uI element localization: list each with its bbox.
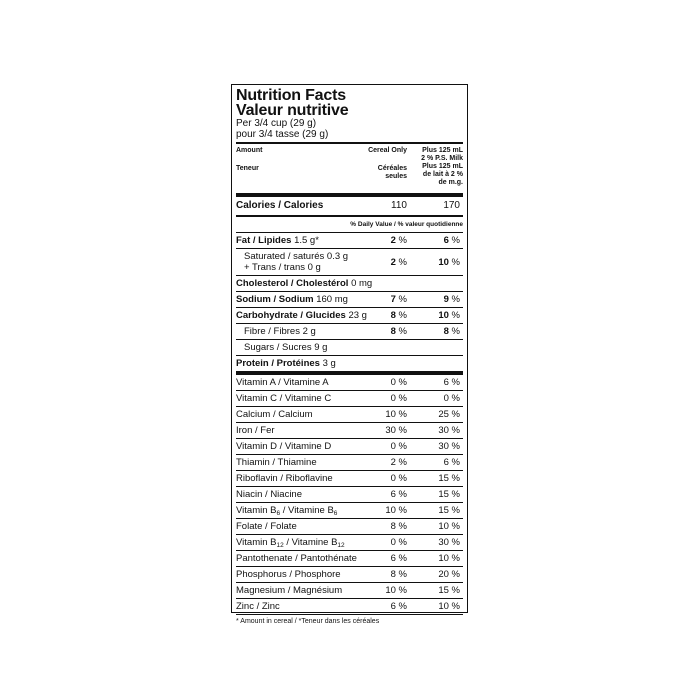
nutrient-dv-milk: 6 — [443, 235, 449, 246]
vitamin-row — [236, 471, 463, 487]
amount-label: Amount — [236, 147, 263, 154]
vitamin-name: Vitamin C / Vitamine C — [236, 393, 332, 404]
vitamin-dv-milk: 15 % — [438, 473, 460, 484]
vitamin-dv-milk: 20 % — [438, 569, 460, 580]
vitamin-dv-milk: 15 % — [438, 585, 460, 596]
nutrient-name: Fat / Lipides — [236, 235, 292, 246]
vitamin-row — [236, 567, 463, 583]
vitamin-row — [236, 535, 463, 551]
nutrient-row-protein — [236, 356, 463, 371]
col1-header-line2: Céréales — [377, 165, 407, 172]
title-french: Valeur nutritive — [236, 102, 349, 119]
vitamin-dv-cereal: 8 % — [390, 521, 407, 532]
nutrient-name: Cholesterol / Cholestérol — [236, 278, 349, 289]
vitamin-name: Folate / Folate — [236, 521, 297, 532]
calories-label: Calories / Calories — [236, 200, 324, 211]
vitamin-row — [236, 423, 463, 439]
nutrient-name: Sugars / Sucres 9 g — [244, 342, 328, 353]
column-header — [236, 146, 463, 193]
vitamin-row — [236, 391, 463, 407]
vitamin-dv-milk: 30 % — [438, 425, 460, 436]
vitamin-dv-milk: 6 % — [443, 457, 460, 468]
vitamin-row — [236, 439, 463, 455]
vitamin-name: Vitamin $B_{12}$ / Vitamine $B_{12}$ — [236, 537, 345, 549]
vitamin-name: Calcium / Calcium — [236, 409, 313, 420]
vitamin-name: Thiamin / Thiamine — [236, 457, 317, 468]
footnote: * Amount in cereal / *Teneur dans les céréales — [236, 618, 380, 625]
nutrient-amount: 23 g — [345, 310, 367, 321]
vitamin-dv-cereal: 2 % — [390, 457, 407, 468]
nutrient-name: Carbohydrate / Glucides — [236, 310, 346, 321]
nutrient-amount: 0 mg — [348, 278, 373, 289]
vitamin-name: Vitamin A / Vitamine A — [236, 377, 329, 388]
col2-header-line3: Plus 125 mL — [422, 163, 463, 170]
vitamin-row — [236, 375, 463, 391]
col2-header-line1: Plus 125 mL — [422, 147, 463, 154]
vitamin-dv-cereal: 10 % — [385, 585, 407, 596]
vitamin-row — [236, 487, 463, 503]
vitamin-dv-cereal: 10 % — [385, 409, 407, 420]
calories-cereal: 110 — [391, 200, 407, 211]
vitamin-dv-cereal: 0 % — [390, 393, 407, 404]
nutrient-dv-cereal: 8 — [390, 326, 396, 337]
col1-header-line1: Cereal Only — [368, 147, 407, 154]
nutrient-dv-milk: 10 — [438, 310, 449, 321]
vitamin-row — [236, 503, 463, 519]
nutrient-amount: 1.5 g* — [291, 235, 319, 246]
vitamin-row — [236, 455, 463, 471]
divider — [236, 142, 463, 144]
serving-size-french: pour 3/4 tasse (29 g) — [236, 129, 329, 140]
nutrient-dv-milk: 8 — [443, 326, 449, 337]
nutrient-row-saturated: Saturated / saturés 0.3 g + Trans / trans 0 g 2 % 10 % — [236, 249, 463, 276]
nutrient-row-cholesterol — [236, 276, 463, 292]
nutrient-name: Saturated / saturés 0.3 g + Trans / trans 0 g — [244, 251, 349, 273]
vitamin-dv-cereal: 0 % — [390, 441, 407, 452]
vitamin-dv-cereal: 0 % — [390, 473, 407, 484]
vitamin-dv-milk: 6 % — [443, 377, 460, 388]
nutrient-dv-cereal: 2 — [390, 257, 396, 268]
vitamin-name: Vitamin D / Vitamine D — [236, 441, 332, 452]
col2-header-line2: 2 % P.S. Milk — [421, 155, 463, 162]
vitamin-dv-milk: 30 % — [438, 537, 460, 548]
calories-row — [236, 197, 463, 215]
teneur-label: Teneur — [236, 165, 259, 172]
daily-value-header: % Daily Value / % valeur quotidienne — [236, 217, 463, 233]
nutrient-dv-cereal: 8 — [390, 310, 396, 321]
vitamin-row — [236, 551, 463, 567]
nutrient-dv-cereal: 2 — [390, 235, 396, 246]
vitamin-name: Zinc / Zinc — [236, 601, 280, 612]
vitamin-row — [236, 599, 463, 615]
vitamin-dv-cereal: 30 % — [385, 425, 407, 436]
nutrient-amount: 160 mg — [313, 294, 348, 305]
nutrient-amount: 3 g — [319, 358, 336, 369]
vitamin-dv-cereal: 6 % — [390, 601, 407, 612]
vitamin-name: Phosphorus / Phosphore — [236, 569, 341, 580]
nutrient-row-sugars — [236, 340, 463, 356]
vitamin-dv-milk: 25 % — [438, 409, 460, 420]
nutrient-row-sodium: Sodium / Sodium 160 mg 7 % 9 % — [236, 292, 463, 308]
vitamin-row — [236, 583, 463, 599]
vitamin-dv-milk: 15 % — [438, 505, 460, 516]
vitamin-dv-cereal: 8 % — [390, 569, 407, 580]
col2-header-line4: de lait à 2 % — [422, 171, 463, 178]
title-english: Nutrition Facts — [236, 87, 346, 104]
vitamin-row — [236, 519, 463, 535]
nutrient-row-carbohydrate: Carbohydrate / Glucides 23 g 8 % 10 % — [236, 308, 463, 324]
vitamin-dv-cereal: 0 % — [390, 377, 407, 388]
nutrient-dv-cereal: 7 — [390, 294, 396, 305]
vitamin-name: Vitamin $B_6$ / Vitamine $B_6$ — [236, 505, 338, 517]
nutrient-dv-milk: 10 — [438, 257, 449, 268]
vitamin-name: Niacin / Niacine — [236, 489, 302, 500]
vitamin-name: Magnesium / Magnésium — [236, 585, 343, 596]
col1-header-line3: seules — [385, 173, 407, 180]
vitamin-dv-cereal: 10 % — [385, 505, 407, 516]
nutrient-dv-milk: 9 — [443, 294, 449, 305]
vitamin-name: Pantothenate / Pantothénate — [236, 553, 357, 564]
vitamin-dv-milk: 30 % — [438, 441, 460, 452]
vitamin-dv-milk: 10 % — [438, 601, 460, 612]
calories-with-milk: 170 — [443, 200, 460, 211]
col2-header-line5: de m.g. — [438, 179, 463, 186]
vitamin-name: Riboflavin / Riboflavine — [236, 473, 333, 484]
vitamin-dv-cereal: 0 % — [390, 537, 407, 548]
nutrition-facts-label — [231, 84, 468, 625]
vitamin-dv-cereal: 6 % — [390, 553, 407, 564]
vitamin-dv-milk: 15 % — [438, 489, 460, 500]
vitamin-dv-milk: 10 % — [438, 553, 460, 564]
nutrient-name: Fibre / Fibres 2 g — [244, 326, 316, 337]
vitamin-row — [236, 407, 463, 423]
vitamin-dv-cereal: 6 % — [390, 489, 407, 500]
vitamin-name: Iron / Fer — [236, 425, 275, 436]
nutrient-name: Protein / Protéines — [236, 358, 320, 369]
vitamin-dv-milk: 0 % — [443, 393, 460, 404]
nutrient-row-fibre: Fibre / Fibres 2 g 8 % 8 % — [236, 324, 463, 340]
serving-size-english: Per 3/4 cup (29 g) — [236, 118, 317, 129]
nutrient-row-fat: Fat / Lipides 1.5 g* 2 % 6 % — [236, 233, 463, 249]
nutrient-name: Sodium / Sodium — [236, 294, 314, 305]
vitamin-dv-milk: 10 % — [438, 521, 460, 532]
